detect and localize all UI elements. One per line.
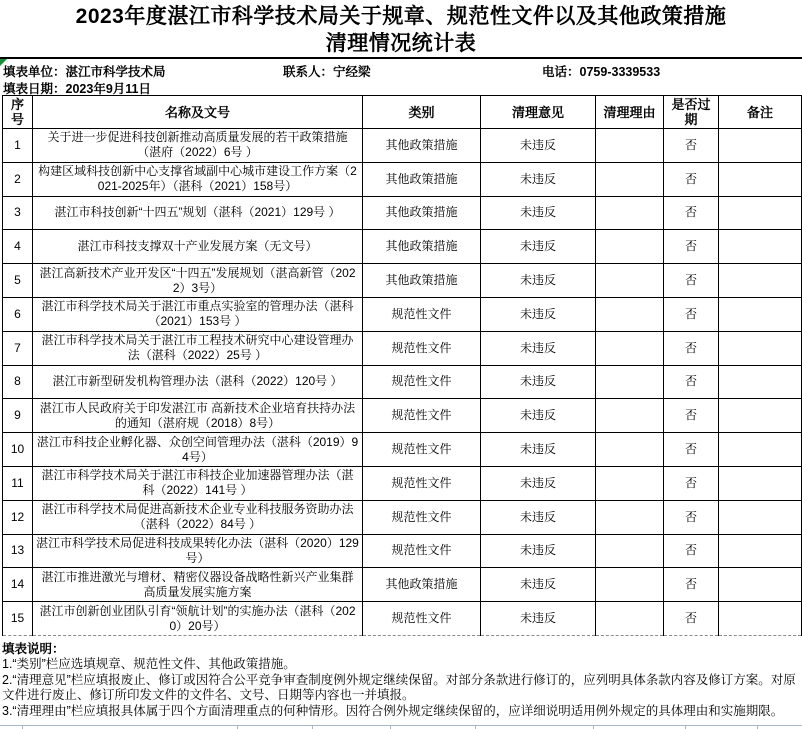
cell-reason[interactable] (596, 264, 664, 298)
cell-opinion[interactable]: 未违反 (481, 297, 596, 331)
cell-name[interactable]: 湛江高新技术产业开发区“十四五”发展规划（湛高新管（2022）3号） (33, 264, 363, 298)
cell-seq[interactable]: 10 (3, 433, 33, 467)
form-date[interactable] (3, 79, 151, 97)
cell-reason[interactable] (596, 534, 664, 568)
cell-category[interactable]: 其他政策措施 (363, 264, 481, 298)
form-info-block (0, 57, 802, 95)
cell-seq[interactable]: 7 (3, 331, 33, 365)
cell-category[interactable]: 其他政策措施 (363, 162, 481, 196)
cell-seq[interactable]: 6 (3, 297, 33, 331)
form-unit-value: 湛江市科学技术局 (65, 65, 166, 79)
table-row (3, 602, 802, 636)
cell-remark[interactable] (719, 162, 802, 196)
cell-seq[interactable]: 3 (3, 196, 33, 230)
table-row (3, 196, 802, 230)
cell-remark[interactable] (719, 433, 802, 467)
cell-reason[interactable] (596, 230, 664, 264)
cell-opinion[interactable]: 未违反 (481, 162, 596, 196)
cell-reason[interactable] (596, 129, 664, 163)
cell-remark[interactable] (719, 196, 802, 230)
cell-name[interactable]: 湛江市科技创新“十四五”规划（湛科（2021）129号 ） (33, 196, 363, 230)
cell-reason[interactable] (596, 365, 664, 399)
cell-seq[interactable]: 5 (3, 264, 33, 298)
page-title (0, 0, 802, 57)
cell-opinion[interactable]: 未违反 (481, 365, 596, 399)
cell-expired[interactable]: 否 (664, 129, 719, 163)
table-row (3, 264, 802, 298)
cell-reason[interactable] (596, 196, 664, 230)
cell-reason[interactable] (596, 602, 664, 636)
cell-reason[interactable] (596, 297, 664, 331)
cell-opinion[interactable]: 未违反 (481, 331, 596, 365)
form-unit[interactable] (3, 62, 166, 80)
cell-expired[interactable]: 否 (664, 500, 719, 534)
cell-opinion[interactable]: 未违反 (481, 264, 596, 298)
cell-remark[interactable] (719, 500, 802, 534)
cell-reason[interactable] (596, 331, 664, 365)
page-title-line2: 清理情况统计表 (325, 32, 477, 55)
page-break-ruler (0, 725, 802, 729)
cell-name[interactable]: 湛江市科技企业孵化器、众创空间管理办法（湛科（2019）94号） (33, 433, 363, 467)
cell-expired[interactable]: 否 (664, 297, 719, 331)
cell-remark[interactable] (719, 602, 802, 636)
cell-seq[interactable]: 9 (3, 399, 33, 433)
cell-reason[interactable] (596, 399, 664, 433)
form-info-row2 (0, 79, 802, 96)
cell-expired[interactable]: 否 (664, 433, 719, 467)
cell-remark[interactable] (719, 534, 802, 568)
cell-name[interactable]: 构建区域科技创新中心支撑省域副中心城市建设工作方案（2021-2025年）（湛科（2021）158号） (33, 162, 363, 196)
cell-expired[interactable]: 否 (664, 230, 719, 264)
cell-name[interactable]: 湛江市科学技术局促进科技成果转化办法（湛科（2020）129号） (33, 534, 363, 568)
cell-reason[interactable] (596, 500, 664, 534)
cell-remark[interactable] (719, 568, 802, 602)
cell-category[interactable]: 规范性文件 (363, 331, 481, 365)
form-date-value: 2023年9月11日 (65, 82, 151, 96)
col-header-opinion[interactable]: 清理意见 (481, 96, 596, 129)
cell-reason[interactable] (596, 568, 664, 602)
col-header-expired[interactable]: 是否过期 (664, 96, 719, 129)
cell-name[interactable]: 湛江市科学技术局关于湛江市重点实验室的管理办法（湛科（2021）153号 ） (33, 297, 363, 331)
table-row (3, 399, 802, 433)
table-row (3, 568, 802, 602)
cell-category[interactable]: 其他政策措施 (363, 129, 481, 163)
cell-opinion[interactable]: 未违反 (481, 399, 596, 433)
cleanup-statistics-table (2, 95, 802, 636)
cell-name[interactable]: 湛江市科技支撑双十产业发展方案（无文号） (33, 230, 363, 264)
cell-remark[interactable] (719, 264, 802, 298)
cell-seq[interactable]: 8 (3, 365, 33, 399)
cell-category[interactable]: 规范性文件 (363, 433, 481, 467)
cell-seq[interactable]: 11 (3, 466, 33, 500)
cell-name[interactable]: 湛江市科学技术局促进高新技术企业专业科技服务资助办法（湛科（2022）84号 ） (33, 500, 363, 534)
cell-seq[interactable]: 2 (3, 162, 33, 196)
table-header-row (3, 96, 802, 129)
table-body (3, 129, 802, 636)
form-phone[interactable] (542, 62, 660, 80)
cell-remark[interactable] (719, 230, 802, 264)
cell-expired[interactable]: 否 (664, 534, 719, 568)
cell-name[interactable]: 湛江市科学技术局关于湛江市科技企业加速器管理办法（湛科（2022）141号 ） (33, 466, 363, 500)
form-contact-label: 联系人： (283, 65, 334, 79)
table-row (3, 230, 802, 264)
form-date-label: 填表日期： (3, 82, 66, 96)
form-phone-label: 电话： (542, 65, 580, 79)
cell-name[interactable]: 湛江市推进激光与增材、精密仪器设备战略性新兴产业集群高质量发展实施方案 (33, 568, 363, 602)
cell-category[interactable]: 规范性文件 (363, 534, 481, 568)
cell-category[interactable]: 规范性文件 (363, 399, 481, 433)
form-unit-label: 填表单位： (3, 65, 66, 79)
col-header-remark[interactable]: 备注 (719, 96, 802, 129)
notes-section (0, 642, 802, 720)
cell-remark[interactable] (719, 466, 802, 500)
cell-seq[interactable]: 4 (3, 230, 33, 264)
cell-seq[interactable]: 12 (3, 500, 33, 534)
cell-category[interactable]: 规范性文件 (363, 466, 481, 500)
cell-name[interactable]: 湛江市科学技术局关于湛江市工程技术研究中心建设管理办法（湛科（2022）25号 ） (33, 331, 363, 365)
cell-seq[interactable]: 14 (3, 568, 33, 602)
table-row (3, 534, 802, 568)
table-row (3, 466, 802, 500)
cell-reason[interactable] (596, 433, 664, 467)
cell-opinion[interactable]: 未违反 (481, 534, 596, 568)
form-contact[interactable] (283, 62, 371, 80)
cell-opinion[interactable]: 未违反 (481, 196, 596, 230)
cell-expired[interactable]: 否 (664, 162, 719, 196)
cell-category[interactable]: 其他政策措施 (363, 568, 481, 602)
cell-opinion[interactable]: 未违反 (481, 500, 596, 534)
table-row (3, 297, 802, 331)
cell-opinion[interactable]: 未违反 (481, 230, 596, 264)
note-item-1: 1.“类别”栏应选填规章、规范性文件、其他政策措施。 (2, 657, 296, 672)
notes-heading: 填表说明： (2, 641, 65, 656)
table-row (3, 365, 802, 399)
table-row (3, 500, 802, 534)
cell-expired[interactable]: 否 (664, 196, 719, 230)
col-header-name[interactable]: 名称及文号 (33, 96, 363, 129)
cell-category[interactable]: 规范性文件 (363, 602, 481, 636)
cell-seq[interactable]: 15 (3, 602, 33, 636)
cell-category[interactable]: 规范性文件 (363, 365, 481, 399)
note-item-2: 2.“清理意见”栏应填报废止、修订或因符合公平竞争审查制度例外规定继续保留。对部分条款进行修订的，应列明具体条款内容及修订方案。对原文件进行废止、修订所印发文件的文件名、文号、日期等内容也一并填报。 (2, 672, 796, 703)
cell-expired[interactable]: 否 (664, 466, 719, 500)
cell-category[interactable]: 规范性文件 (363, 500, 481, 534)
cell-expired[interactable]: 否 (664, 264, 719, 298)
cell-reason[interactable] (596, 162, 664, 196)
form-info-row1 (0, 62, 802, 79)
cell-expired[interactable]: 否 (664, 399, 719, 433)
cell-seq[interactable]: 1 (3, 129, 33, 163)
cell-opinion[interactable]: 未违反 (481, 129, 596, 163)
col-header-seq[interactable]: 序号 (3, 96, 33, 129)
cell-opinion[interactable]: 未违反 (481, 602, 596, 636)
cell-opinion[interactable]: 未违反 (481, 433, 596, 467)
cell-remark[interactable] (719, 297, 802, 331)
col-header-category[interactable]: 类别 (363, 96, 481, 129)
cell-expired[interactable]: 否 (664, 568, 719, 602)
cell-name[interactable]: 湛江市创新创业团队引育“领航计划”的实施办法（湛科（2020）20号） (33, 602, 363, 636)
cell-opinion[interactable]: 未违反 (481, 466, 596, 500)
cell-remark[interactable] (719, 129, 802, 163)
cell-name[interactable]: 湛江市人民政府关于印发湛江市 高新技术企业培育扶持办法的通知（湛府规（2018）8号） (33, 399, 363, 433)
cell-category[interactable]: 规范性文件 (363, 297, 481, 331)
cell-category[interactable]: 其他政策措施 (363, 196, 481, 230)
cell-expired[interactable]: 否 (664, 331, 719, 365)
table-row (3, 129, 802, 163)
page-title-line1: 2023年度湛江市科学技术局关于规章、规范性文件以及其他政策措施 (75, 5, 727, 28)
cell-expired[interactable]: 否 (664, 365, 719, 399)
cell-remark[interactable] (719, 331, 802, 365)
cell-expired[interactable]: 否 (664, 602, 719, 636)
cell-name[interactable]: 湛江市新型研发机构管理办法（湛科（2022）120号 ） (33, 365, 363, 399)
cell-remark[interactable] (719, 365, 802, 399)
form-contact-value: 宁经梁 (333, 65, 371, 79)
note-item-3: 3.“清理理由”栏应填报具体属于四个方面清理重点的何种情形。因符合例外规定继续保留的，应详细说明适用例外规定的具体理由和实施期限。 (2, 703, 784, 718)
col-header-reason[interactable]: 清理理由 (596, 96, 664, 129)
cell-opinion[interactable]: 未违反 (481, 568, 596, 602)
cell-reason[interactable] (596, 466, 664, 500)
cell-seq[interactable]: 13 (3, 534, 33, 568)
cell-category[interactable]: 其他政策措施 (363, 230, 481, 264)
table-row (3, 331, 802, 365)
form-phone-value: 0759-3339533 (579, 65, 661, 79)
cell-name[interactable]: 关于进一步促进科技创新推动高质量发展的若干政策措施（湛府（2022）6号 ） (33, 129, 363, 163)
table-row (3, 162, 802, 196)
table-row (3, 433, 802, 467)
cell-remark[interactable] (719, 399, 802, 433)
